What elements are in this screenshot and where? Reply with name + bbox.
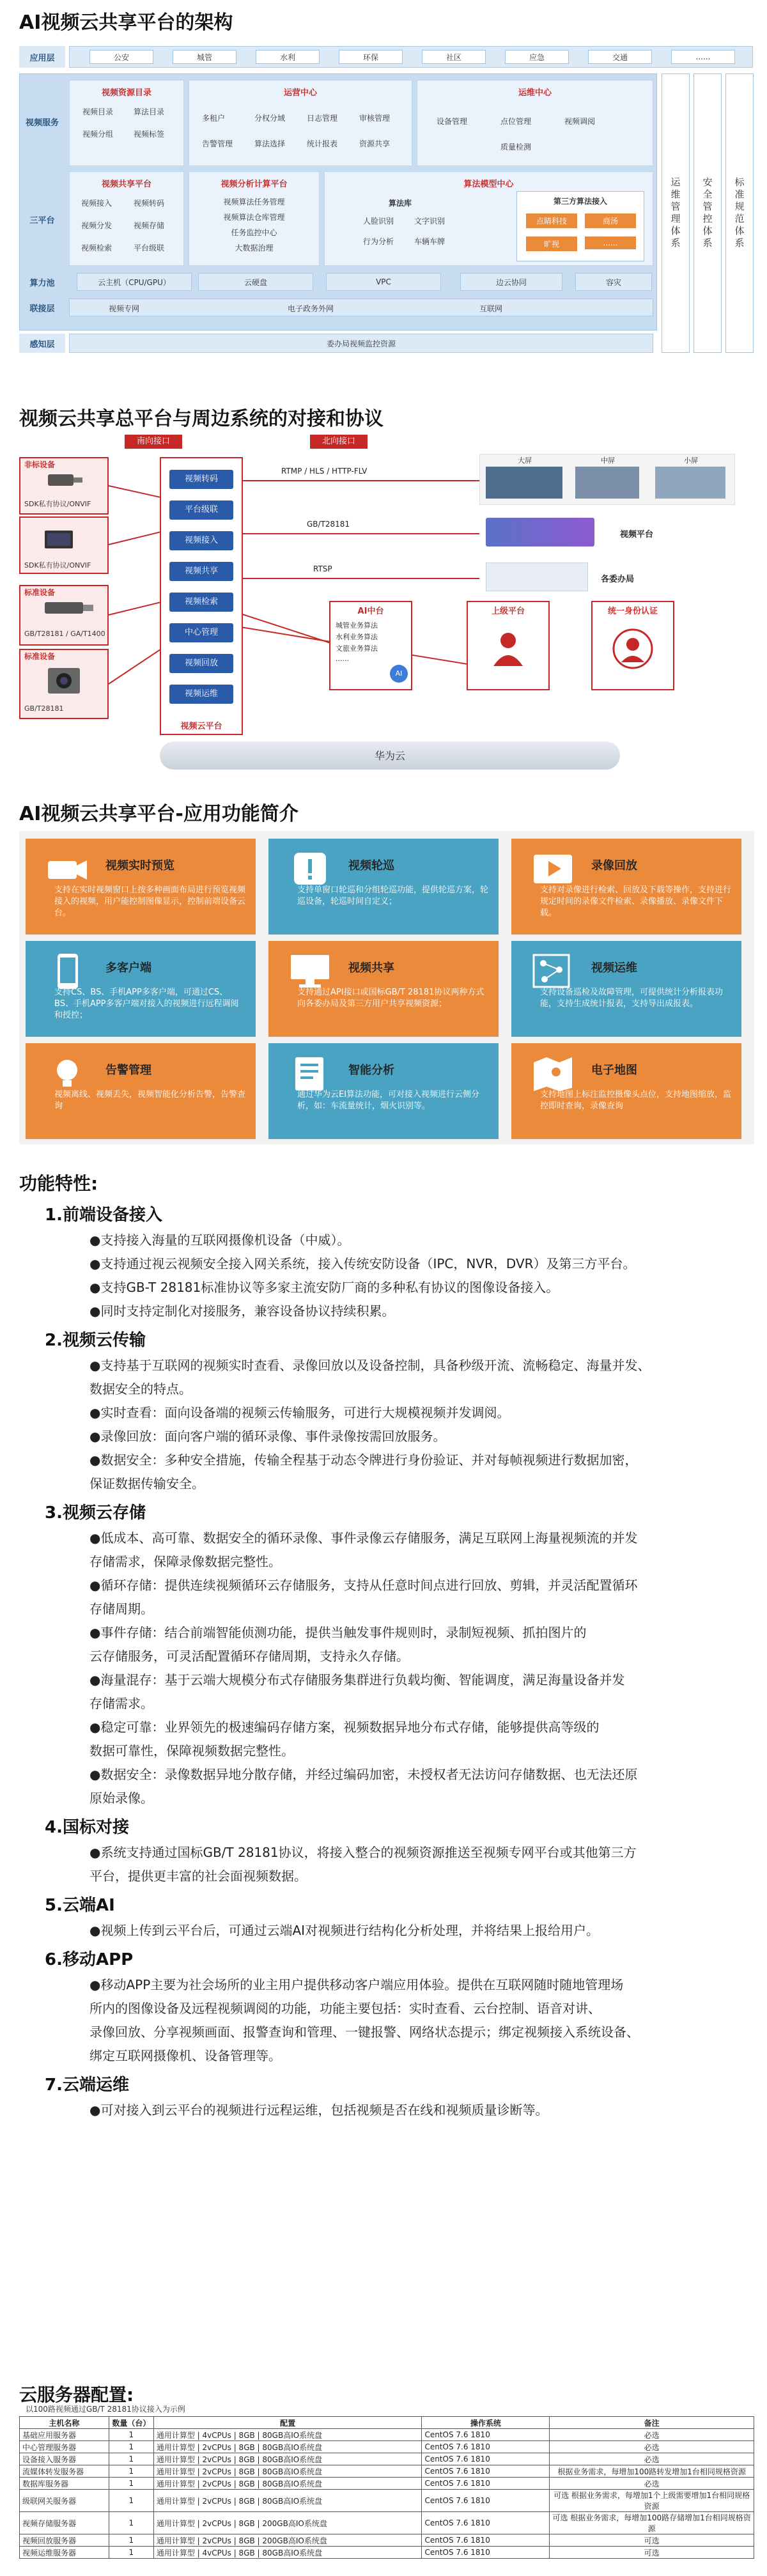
feature-line: 存储需求。 bbox=[89, 1696, 153, 1711]
function-cards-grid bbox=[19, 831, 754, 1144]
ai-algo-item: 城管业务算法 bbox=[336, 621, 378, 630]
app-layer-item: 城管 bbox=[173, 50, 236, 64]
feature-line: 存储需求，保障录像数据完整性。 bbox=[89, 1554, 281, 1569]
feature-line: ●系统支持通过国标GB/T 28181协议，将接入整合的视频资源推送至视频专网平台或其他第三方 bbox=[89, 1845, 637, 1860]
analysis-item: 大数据治理 bbox=[235, 244, 274, 252]
table-row bbox=[20, 2547, 754, 2559]
feature-heading: 3.视频云存储 bbox=[45, 1503, 146, 1523]
platform-module-button[interactable]: 视频回放 bbox=[169, 654, 233, 673]
ops-center-title: 运营中心 bbox=[283, 88, 317, 98]
compute-item: 云硬盘 bbox=[198, 273, 313, 291]
table-cell: 必选 bbox=[550, 2478, 754, 2490]
algo-item: 行为分析 bbox=[363, 237, 394, 246]
ai-algo-item: ...... bbox=[336, 655, 349, 663]
bureaus-label: 各委办局 bbox=[601, 575, 635, 584]
table-cell: 中心管理服务器 bbox=[20, 2441, 109, 2453]
algo-item: 车辆车牌 bbox=[414, 237, 445, 246]
protocol-label: GB/T28181 bbox=[307, 520, 350, 529]
table-cell: 可选 bbox=[550, 2534, 754, 2547]
table-cell: 可选 根据业务需求，每增加100路存储增加1台相同规格资源 bbox=[550, 2512, 754, 2534]
ops-item: 审核管理 bbox=[359, 114, 391, 123]
table-cell: 1 bbox=[109, 2429, 153, 2441]
servers-note: 以100路视频通过GB/T 28181协议接入为示例 bbox=[26, 2405, 185, 2414]
platform-module-button[interactable]: 平台级联 bbox=[169, 500, 233, 520]
table-header-cell: 备注 bbox=[550, 2417, 754, 2429]
feature-line: ●移动APP主要为社会场所的业主用户提供移动客户端应用体验。提供在互联网随时随地管理场 bbox=[89, 1977, 624, 1992]
protocol-label: RTSP bbox=[313, 564, 332, 573]
resource-item: 算法目录 bbox=[134, 107, 165, 116]
feature-heading: 6.移动APP bbox=[45, 1950, 134, 1969]
map-icon bbox=[531, 1056, 575, 1091]
feature-line: ●可对接入到云平台的视频进行远程运维，包括视频是否在线和视频质量诊断等。 bbox=[89, 2102, 548, 2118]
table-row bbox=[20, 2512, 754, 2534]
third-party-title: 第三方算法接入 bbox=[553, 197, 607, 206]
ops-item: 告警管理 bbox=[202, 139, 233, 148]
compute-item: 容灾 bbox=[575, 273, 652, 291]
analysis-platform-box bbox=[189, 171, 320, 266]
feature-heading: 4.国标对接 bbox=[45, 1818, 129, 1837]
table-cell: 通用计算型 | 2vCPUs | 8GB | 80GB高IO系统盘 bbox=[153, 2465, 422, 2478]
card-title: 告警管理 bbox=[105, 1064, 151, 1077]
table-cell: 1 bbox=[109, 2534, 153, 2547]
card-title: 视频运维 bbox=[591, 961, 637, 975]
camera-icon bbox=[45, 851, 89, 887]
feature-heading: 1.前端设备接入 bbox=[45, 1206, 162, 1225]
feature-line: ●支持通过视云视频安全接入网关系统，接入传统安防设备（IPC，NVR，DVR）及第三方平台。 bbox=[89, 1256, 636, 1271]
table-cell: 通用计算型 | 2vCPUs | 8GB | 80GB高IO系统盘 bbox=[153, 2490, 422, 2512]
om-center-title: 运维中心 bbox=[518, 88, 552, 98]
app-layer-item: 社区 bbox=[422, 50, 486, 64]
card-description: 支持单窗口轮巡和分组轮巡功能，提供轮巡方案，轮巡设备，轮巡时间自定义； bbox=[297, 885, 489, 906]
interface-title: 视频云共享总平台与周边系统的对接和协议 bbox=[19, 408, 384, 430]
app-layer-item: 公安 bbox=[89, 50, 153, 64]
feature-line: 录像回放、分享视频画面、报警查询和管理、一键报警、网络状态提示；绑定视频接入系统设备、 bbox=[89, 2024, 639, 2040]
share-item: 视频接入 bbox=[81, 199, 112, 208]
app-layer-item: 应急 bbox=[505, 50, 569, 64]
table-row bbox=[20, 2478, 754, 2490]
card-description: 支持设备巡检及故障管理，可提供统计分析报表功能，支持生成统计报表，支持导出成报表。 bbox=[540, 988, 724, 1009]
mid-screen bbox=[575, 467, 639, 499]
share-item: 视频检索 bbox=[81, 244, 112, 252]
architecture-diagram bbox=[19, 45, 754, 393]
monitor-icon bbox=[288, 954, 332, 989]
table-cell: CentOS 7.6 1810 bbox=[422, 2490, 550, 2512]
feature-line: 平台，提供更丰富的社会面视频数据。 bbox=[89, 1868, 307, 1884]
server-table bbox=[19, 2416, 754, 2559]
bureaus-icon bbox=[486, 563, 588, 591]
app-layer-item: 交通 bbox=[588, 50, 652, 64]
function-card bbox=[26, 941, 256, 1037]
table-header-row bbox=[20, 2417, 754, 2429]
app-layer-item: 水利 bbox=[256, 50, 320, 64]
function-card bbox=[511, 941, 741, 1037]
small-screen bbox=[655, 467, 725, 499]
table-cell: 1 bbox=[109, 2478, 153, 2490]
network-item: 互联网 bbox=[479, 304, 503, 313]
network-label: 联接层 bbox=[29, 304, 55, 314]
feature-line: ●稳定可靠：业界领先的极速编码存储方案，视频数据异地分布式存储，能够提供高等级的 bbox=[89, 1719, 600, 1735]
table-header-cell: 配置 bbox=[153, 2417, 422, 2429]
algo-center-title: 算法模型中心 bbox=[463, 180, 514, 189]
app-layer-item: 环保 bbox=[339, 50, 403, 64]
north-interface-label: 北向接口 bbox=[310, 435, 368, 449]
app-layer-item: ...... bbox=[671, 50, 735, 64]
table-cell: 设备接入服务器 bbox=[20, 2453, 109, 2465]
side-standard-system: 标准规范体系 bbox=[725, 74, 754, 353]
om-item: 质量检测 bbox=[500, 143, 532, 151]
feature-line: 原始录像。 bbox=[89, 1790, 153, 1806]
card-title: 多客户端 bbox=[105, 961, 151, 975]
server-config-table bbox=[19, 2416, 754, 2559]
screen-label-big: 大屏 bbox=[518, 456, 532, 465]
table-cell: 通用计算型 | 4vCPUs | 8GB | 80GB高IO系统盘 bbox=[153, 2429, 422, 2441]
feature-heading: 5.云端AI bbox=[45, 1896, 115, 1915]
three-platform-label: 三平台 bbox=[29, 215, 55, 226]
analysis-item: 任务监控中心 bbox=[231, 228, 277, 237]
ops-item: 分权分域 bbox=[254, 114, 286, 123]
resource-item: 视频分组 bbox=[82, 130, 114, 139]
feature-line: ●同时支持定制化对接服务，兼容设备协议持续积累。 bbox=[89, 1303, 395, 1319]
om-center-box bbox=[417, 80, 653, 166]
device-group-label: 标准设备 bbox=[24, 652, 56, 661]
resource-catalog-title: 视频资源目录 bbox=[101, 88, 151, 98]
card-description: 支持在实时视频窗口上按多种画面布局进行预览视频接入的视频，用户能控制图像显示，控制前端设备云台。 bbox=[54, 885, 246, 918]
resource-catalog-box bbox=[69, 80, 184, 166]
third-party-item: 旷视 bbox=[526, 237, 577, 251]
card-title: 视频轮巡 bbox=[348, 859, 394, 873]
table-cell: 通用计算型 | 2vCPUs | 8GB | 200GB高IO系统盘 bbox=[153, 2512, 422, 2534]
function-card bbox=[268, 1043, 499, 1139]
interface-diagram bbox=[19, 435, 754, 780]
feature-line: 数据可靠性，保障视频数据完整性。 bbox=[89, 1743, 294, 1758]
table-cell: 级联网关服务器 bbox=[20, 2490, 109, 2512]
table-cell: CentOS 7.6 1810 bbox=[422, 2465, 550, 2478]
algo-item: 人脸识别 bbox=[363, 217, 394, 226]
device-protocol-label: SDK私有协议/ONVIF bbox=[24, 561, 91, 570]
table-cell: 可选 根据业务需求，每增加1个上级需要增加1台相同规格资源 bbox=[550, 2490, 754, 2512]
platform-module-button[interactable]: 视频转码 bbox=[169, 470, 233, 489]
feature-line: ●视频上传到云平台后，可通过云端AI对视频进行结构化分析处理，并将结果上报给用户。 bbox=[89, 1923, 600, 1938]
network-item: 电子政务外网 bbox=[288, 304, 334, 313]
network-icon bbox=[531, 954, 575, 989]
function-card bbox=[268, 941, 499, 1037]
sense-item: 委办局视频监控资源 bbox=[69, 334, 653, 353]
feature-line: ●支持接入海量的互联网摄像机设备（中威）。 bbox=[89, 1232, 350, 1248]
analysis-platform-title: 视频分析计算平台 bbox=[221, 180, 288, 189]
share-item: 视频分发 bbox=[81, 221, 112, 230]
algo-lib-title: 算法库 bbox=[389, 199, 412, 208]
third-party-item: 点睛科技 bbox=[526, 213, 577, 228]
device-group-label: 标准设备 bbox=[24, 588, 56, 597]
table-row bbox=[20, 2465, 754, 2478]
om-item: 视频调阅 bbox=[564, 117, 596, 126]
servers-title: 云服务器配置: bbox=[19, 2384, 134, 2405]
table-cell: 视频运维服务器 bbox=[20, 2547, 109, 2559]
algo-item: 文字识别 bbox=[414, 217, 445, 226]
card-description: 支持通过API接口或国标GB/T 28181协议两种方式向各委办局及第三方用户共享视频资源； bbox=[297, 988, 484, 1009]
table-cell: 视频回放服务器 bbox=[20, 2534, 109, 2547]
feature-line: ●实时查看：面向设备端的视频云传输服务，可进行大规模视频并发调阅。 bbox=[89, 1405, 510, 1420]
feature-line: 保证数据传输安全。 bbox=[89, 1476, 205, 1491]
table-cell: CentOS 7.6 1810 bbox=[422, 2547, 550, 2559]
compute-item: VPC bbox=[326, 273, 441, 291]
card-title: 智能分析 bbox=[348, 1064, 394, 1077]
table-cell: 1 bbox=[109, 2490, 153, 2512]
table-row bbox=[20, 2490, 754, 2512]
table-row bbox=[20, 2453, 754, 2465]
platform-module-button[interactable]: 视频检索 bbox=[169, 593, 233, 612]
share-item: 视频转码 bbox=[134, 199, 165, 208]
ops-item: 统计报表 bbox=[307, 139, 338, 148]
feature-line: ●海量混存：基于云端大规模分布式存储服务集群进行负载均衡、智能调度，满足海量设备并发 bbox=[89, 1672, 625, 1688]
card-title: 视频实时预览 bbox=[105, 859, 174, 873]
analysis-item: 视频算法任务管理 bbox=[223, 198, 285, 206]
device-protocol-label: SDK私有协议/ONVIF bbox=[24, 500, 91, 508]
feature-line: ●循环存储：提供连续视频循环云存储服务，支持从任意时间点进行回放、剪辑，并灵活配置循环 bbox=[89, 1578, 638, 1593]
feature-heading: 2.视频云传输 bbox=[45, 1331, 146, 1350]
table-cell: 必选 bbox=[550, 2453, 754, 2465]
platform-module-button[interactable]: 视频共享 bbox=[169, 562, 233, 581]
feature-line: ●数据安全：录像数据异地分散存储，并经过编码加密，未授权者无法访问存储数据、也无法还原 bbox=[89, 1767, 638, 1782]
table-cell: CentOS 7.6 1810 bbox=[422, 2441, 550, 2453]
people-icon bbox=[486, 626, 531, 671]
feature-line: ●低成本、高可靠、数据安全的循环录像、事件录像云存储服务，满足互联网上海量视频流的并发 bbox=[89, 1530, 638, 1546]
table-cell: 基础应用服务器 bbox=[20, 2429, 109, 2441]
south-interface-label: 南向接口 bbox=[125, 435, 182, 449]
table-cell: 必选 bbox=[550, 2429, 754, 2441]
table-row bbox=[20, 2429, 754, 2441]
sense-label: 感知层 bbox=[19, 334, 65, 353]
card-title: 录像回放 bbox=[591, 859, 637, 873]
analysis-item: 视频算法仓库管理 bbox=[223, 213, 285, 222]
table-cell: 1 bbox=[109, 2512, 153, 2534]
feature-line: ●支持基于互联网的视频实时查看、录像回放以及设备控制，具备秒级开流、流畅稳定、海量并发、 bbox=[89, 1358, 651, 1373]
om-item: 点位管理 bbox=[500, 117, 532, 126]
function-card bbox=[26, 1043, 256, 1139]
resource-item: 视频标签 bbox=[134, 130, 165, 139]
function-card bbox=[511, 1043, 741, 1139]
share-item: 视频存储 bbox=[134, 221, 165, 230]
function-card bbox=[26, 839, 256, 935]
superior-platform-title: 上级平台 bbox=[491, 607, 525, 616]
network-item: 视频专网 bbox=[109, 304, 140, 313]
table-cell: 通用计算型 | 2vCPUs | 8GB | 80GB高IO系统盘 bbox=[153, 2453, 422, 2465]
function-card bbox=[511, 839, 741, 935]
ai-algo-item: 文旅业务算法 bbox=[336, 644, 378, 653]
table-cell: CentOS 7.6 1810 bbox=[422, 2512, 550, 2534]
ops-center-box bbox=[189, 80, 412, 166]
ops-item: 多租户 bbox=[202, 114, 226, 123]
ai-badge-icon: AI bbox=[390, 665, 408, 683]
platform-module-button[interactable]: 中心管理 bbox=[169, 623, 233, 642]
feature-line: ●事件存储：结合前端智能侦测功能，提供当触发事件规则时，录制短视频、抓拍图片的 bbox=[89, 1625, 587, 1640]
side-om-system: 运维管理体系 bbox=[662, 74, 690, 353]
compute-item: 边云协同 bbox=[460, 273, 562, 291]
compute-label: 算力池 bbox=[29, 278, 55, 288]
table-row bbox=[20, 2534, 754, 2547]
share-platform-box bbox=[69, 171, 184, 266]
table-header-cell: 数量（台） bbox=[109, 2417, 153, 2429]
feature-line: 数据安全的特点。 bbox=[89, 1381, 192, 1397]
platform-name: 视频云平台 bbox=[180, 722, 222, 731]
feature-line: ●录像回放：面向客户端的循环录像、事件录像按需回放服务。 bbox=[89, 1429, 446, 1444]
third-party-box bbox=[516, 191, 644, 261]
table-cell: CentOS 7.6 1810 bbox=[422, 2534, 550, 2547]
table-cell: 流媒体转发服务器 bbox=[20, 2465, 109, 2478]
third-party-item: ...... bbox=[585, 237, 636, 249]
device-protocol-label: GB/T28181 / GA/T1400 bbox=[24, 630, 105, 638]
resource-item: 视频目录 bbox=[82, 107, 114, 116]
card-title: 视频共享 bbox=[348, 961, 394, 975]
table-cell: CentOS 7.6 1810 bbox=[422, 2429, 550, 2441]
table-cell: 通用计算型 | 2vCPUs | 8GB | 80GB高IO系统盘 bbox=[153, 2478, 422, 2490]
document-icon bbox=[288, 1056, 332, 1091]
user-icon bbox=[610, 626, 655, 671]
card-description: 视频离线、视频丢失，视频智能化分析告警，告警查询 bbox=[54, 1090, 246, 1111]
table-cell: 1 bbox=[109, 2547, 153, 2559]
ops-item: 日志管理 bbox=[307, 114, 338, 123]
card-description: 通过华为云EI算法功能，可对接入视频进行云侧分析，如：车流量统计，烟火识别等。 bbox=[297, 1090, 480, 1111]
playback-icon bbox=[531, 851, 575, 887]
table-cell: CentOS 7.6 1810 bbox=[422, 2478, 550, 2490]
platform-module-button[interactable]: 视频接入 bbox=[169, 531, 233, 550]
bulb-icon bbox=[45, 1056, 89, 1091]
feature-line: 存储周期。 bbox=[89, 1601, 153, 1617]
table-cell: 通用计算型 | 2vCPUs | 8GB | 80GB高IO系统盘 bbox=[153, 2441, 422, 2453]
platform-module-button[interactable]: 视频运维 bbox=[169, 685, 233, 704]
card-title: 电子地图 bbox=[591, 1064, 637, 1077]
cloud-label: 华为云 bbox=[374, 750, 405, 762]
cards-title: AI视频云共享平台-应用功能简介 bbox=[19, 803, 298, 825]
video-service-label: 视频服务 bbox=[25, 118, 59, 128]
ops-item: 算法选择 bbox=[254, 139, 286, 148]
side-security-system: 安全管控体系 bbox=[693, 74, 722, 353]
feature-line: ●支持GB-T 28181标准协议等多家主流安防厂商的多种私有协议的图像设备接入。 bbox=[89, 1280, 559, 1295]
auth-title: 统一身份认证 bbox=[607, 607, 658, 616]
feature-heading: 7.云端运维 bbox=[45, 2076, 129, 2095]
table-cell: 1 bbox=[109, 2465, 153, 2478]
function-card bbox=[268, 839, 499, 935]
mobile-icon bbox=[45, 954, 89, 989]
feature-line: 云存储服务，可灵活配置循环存储周期，支持永久存储。 bbox=[89, 1649, 409, 1664]
share-platform-title: 视频共享平台 bbox=[101, 180, 151, 189]
ai-platform-title: AI中台 bbox=[357, 607, 384, 616]
table-cell: 1 bbox=[109, 2453, 153, 2465]
card-description: 支持CS、BS、手机APP多客户端，可通过CS、BS、手机APP多客户端对接入的视频进行远程调阅和授控； bbox=[54, 988, 239, 1020]
table-cell: 1 bbox=[109, 2441, 153, 2453]
table-cell: 数据库服务器 bbox=[20, 2478, 109, 2490]
table-cell: CentOS 7.6 1810 bbox=[422, 2453, 550, 2465]
compute-item: 云主机（CPU/GPU） bbox=[77, 273, 192, 291]
video-platform-icon bbox=[486, 518, 594, 547]
table-cell: 通用计算型 | 2vCPUs | 8GB | 200GB高IO系统盘 bbox=[153, 2534, 422, 2547]
third-party-item: 商汤 bbox=[585, 213, 636, 228]
ai-algo-item: 水利业务算法 bbox=[336, 633, 378, 641]
alert-icon bbox=[288, 851, 332, 887]
table-cell: 必选 bbox=[550, 2441, 754, 2453]
table-header-cell: 操作系统 bbox=[422, 2417, 550, 2429]
table-cell: 可选 bbox=[550, 2547, 754, 2559]
share-item: 平台级联 bbox=[134, 244, 165, 252]
screen-label-small: 小屏 bbox=[684, 456, 698, 465]
ops-item: 资源共享 bbox=[359, 139, 391, 148]
card-description: 支持地图上标注监控摄像头点位，支持地图缩放，监控即时查询，录像查询 bbox=[540, 1090, 732, 1111]
om-item: 设备管理 bbox=[437, 117, 468, 126]
algo-center-box bbox=[324, 171, 653, 266]
table-header-cell: 主机名称 bbox=[20, 2417, 109, 2429]
protocol-label: RTMP / HLS / HTTP-FLV bbox=[281, 467, 368, 476]
feature-line: ●数据安全：多种安全措施，传输全程基于动态令牌进行身份验证、并对每帧视频进行数据加密， bbox=[89, 1452, 638, 1468]
app-layer-label: 应用层 bbox=[19, 46, 65, 68]
big-screen bbox=[486, 467, 562, 499]
table-row bbox=[20, 2441, 754, 2453]
table-cell: 视频存储服务器 bbox=[20, 2512, 109, 2534]
network-row bbox=[69, 299, 653, 316]
table-cell: 通用计算型 | 4vCPUs | 8GB | 80GB高IO系统盘 bbox=[153, 2547, 422, 2559]
screen-label-mid: 中屏 bbox=[601, 456, 615, 465]
table-cell: 根据业务需求，每增加100路转发增加1台相同规格资源 bbox=[550, 2465, 754, 2478]
video-platform-label: 视频平台 bbox=[620, 530, 654, 539]
features-title: 功能特性: bbox=[19, 1173, 98, 1194]
card-description: 支持对录像进行检索、回放及下载等操作，支持进行规定时间的录像文件检索、录像播放、录像文件下载。 bbox=[540, 885, 732, 918]
arch-title: AI视频云共享平台的架构 bbox=[19, 12, 233, 34]
device-protocol-label: GB/T28181 bbox=[24, 704, 64, 713]
feature-line: 所内的图像设备及远程视频调阅的功能，功能主要包括：实时查看、云台控制、语音对讲、 bbox=[89, 2001, 601, 2016]
device-group-label: 非标设备 bbox=[24, 460, 56, 469]
feature-line: 绑定互联网摄像机、设备管理等。 bbox=[89, 2048, 281, 2063]
